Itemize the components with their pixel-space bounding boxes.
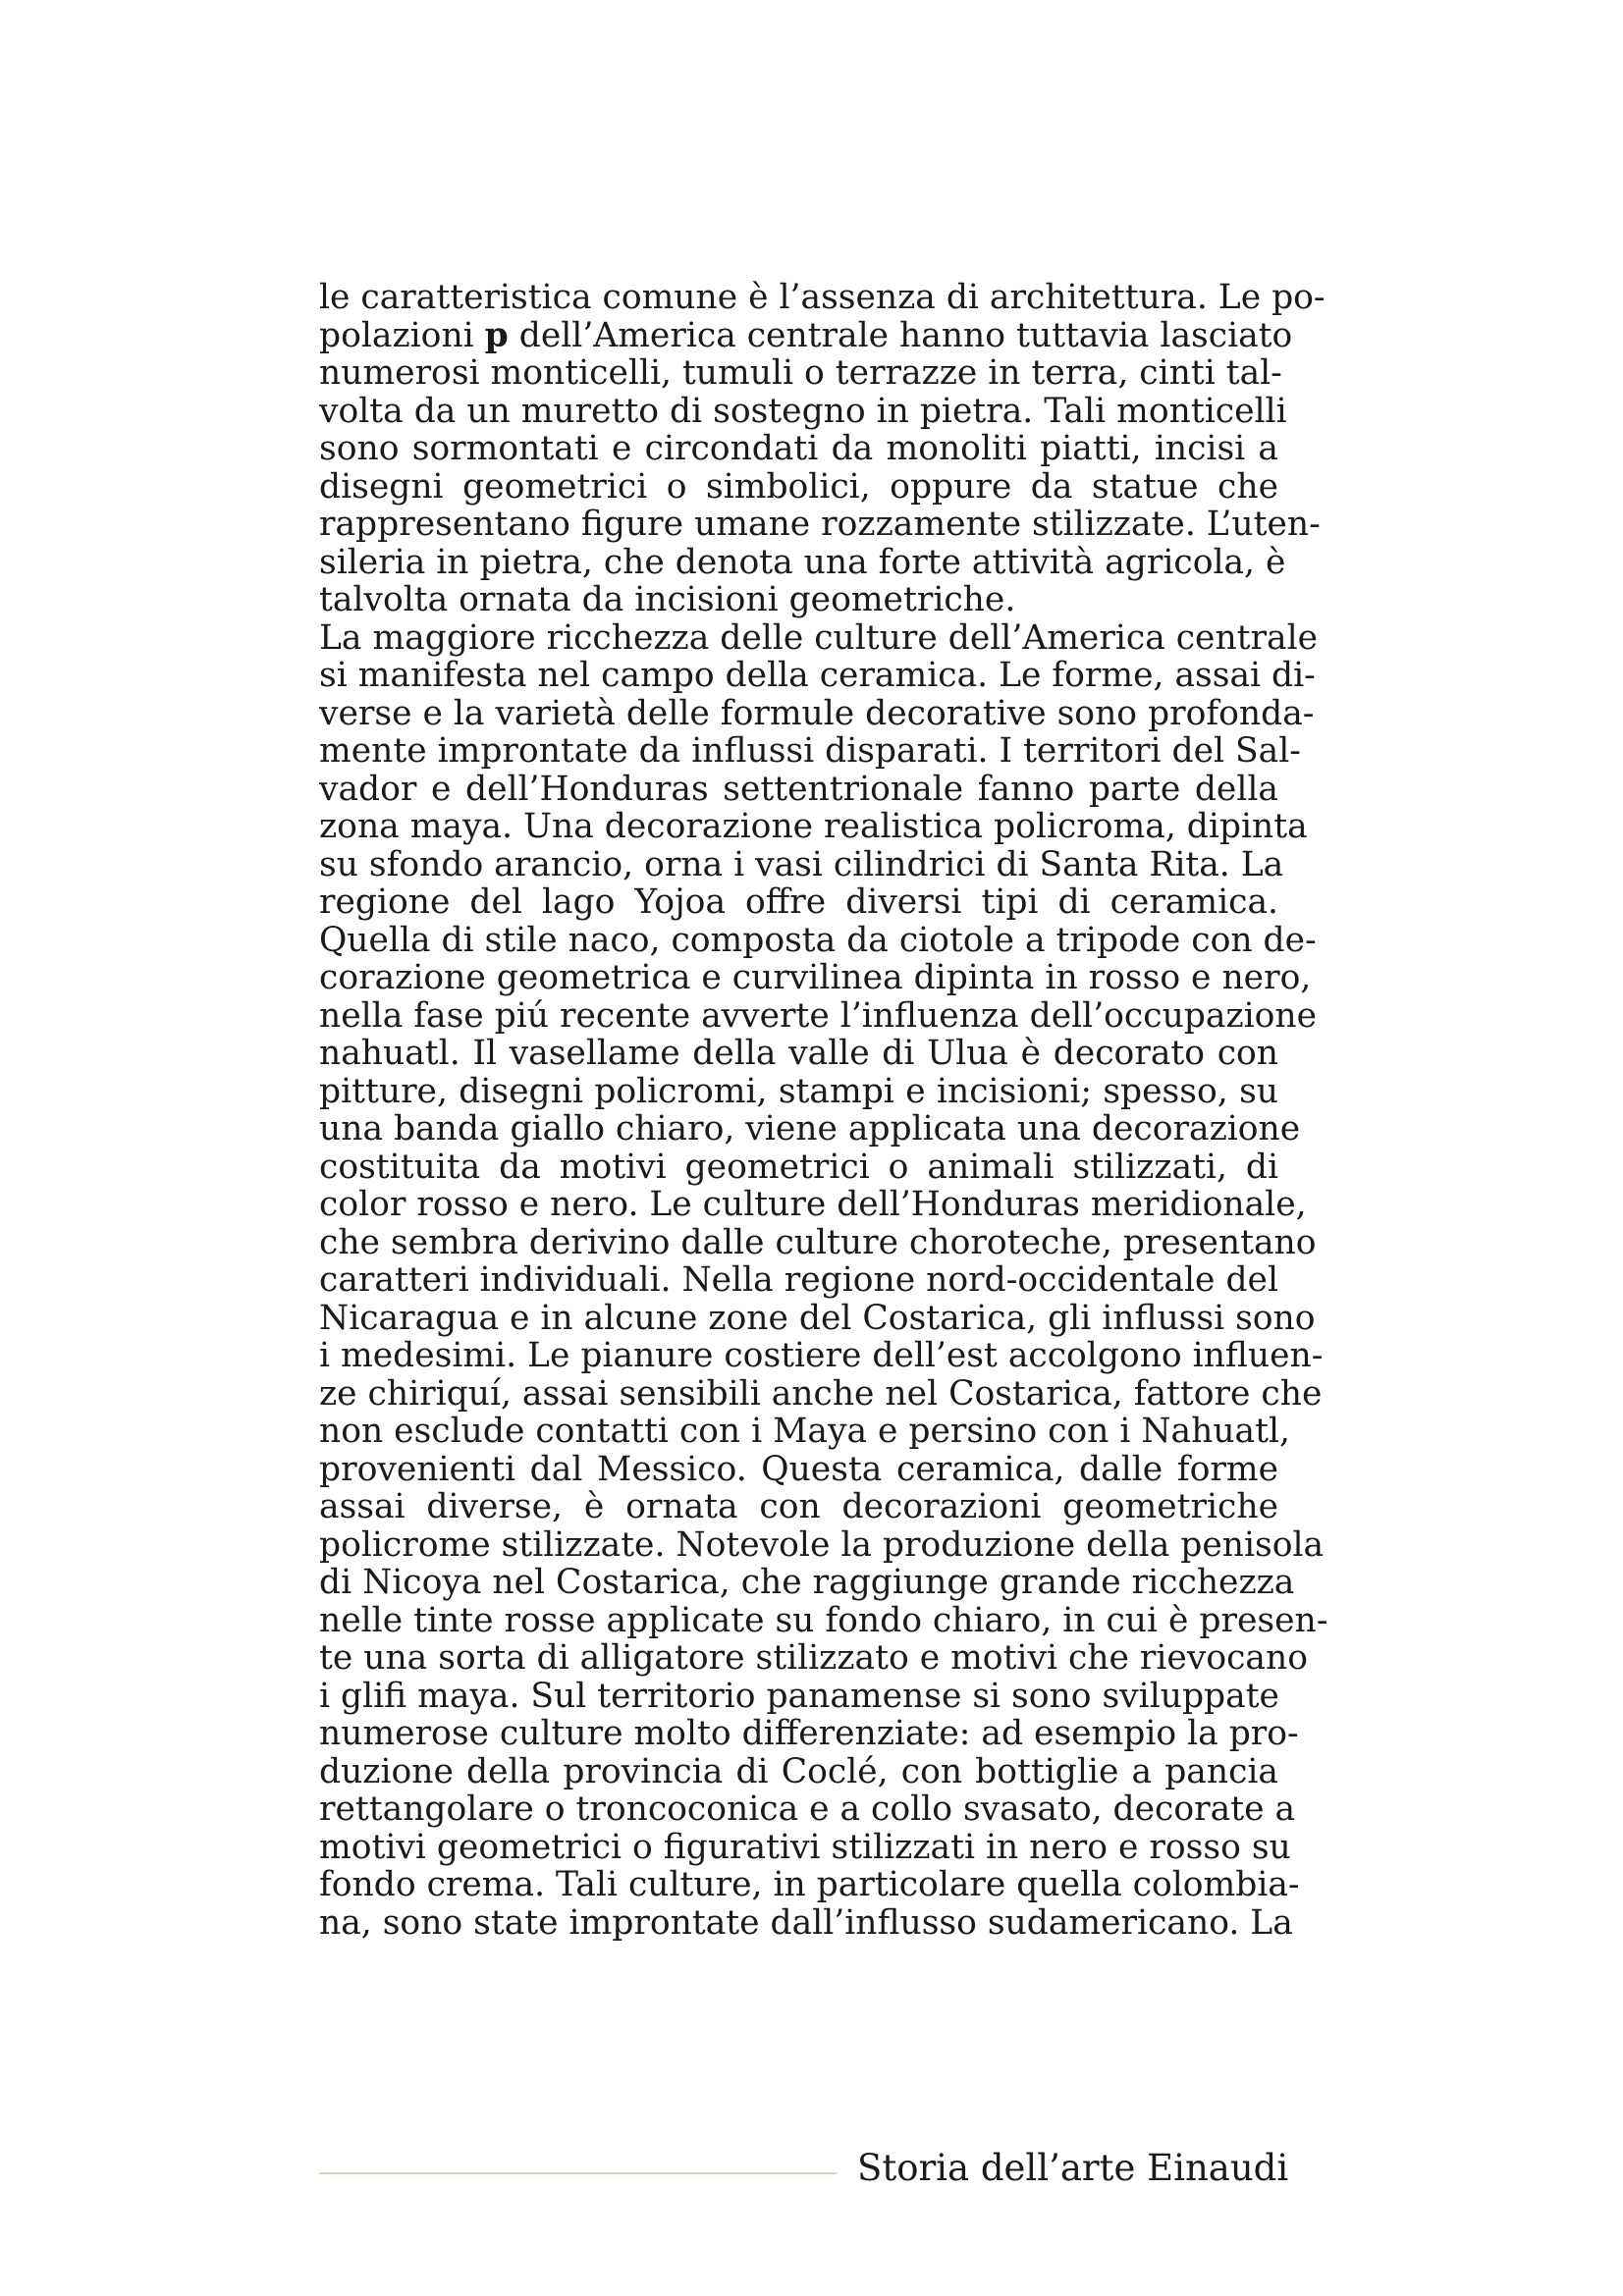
text-line: assai diverse, è ornata con decorazioni geometriche — [319, 1487, 1278, 1526]
text-line: numerosi monticelli, tumuli o terrazze in terra, cinti tal- — [319, 353, 1282, 393]
text-line: nelle tinte rosse applicate su fondo chiaro, in cui è presen- — [319, 1600, 1328, 1640]
text-line: color rosso e nero. Le culture dell’Honduras meridionale, — [319, 1185, 1307, 1224]
text-line: una banda giallo chiaro, viene applicata una decorazione — [319, 1109, 1301, 1148]
text-line: sono sormontati e circondati da monoliti piatti, incisi a — [319, 429, 1278, 468]
text-line: fondo crema. Tali culture, in particolare quella colombia- — [319, 1865, 1300, 1904]
text-line: caratteri individuali. Nella regione nord-occidentale del — [319, 1260, 1278, 1300]
text-line: disegni geometrici o simbolici, oppure da statue che — [319, 466, 1278, 507]
text-line: duzione della provincia di Coclé, con bottiglie a pancia — [319, 1751, 1278, 1791]
text-line: vador e dell’Honduras settentrionale fanno parte della — [319, 769, 1278, 809]
text-line: mente improntate da influssi disparati. I territori del Sal- — [319, 731, 1301, 771]
text-line: si manifesta nel campo della ceramica. Le forme, assai di- — [319, 656, 1316, 695]
text-line: rettangolare o troncoconica e a collo svasato, decorate a — [319, 1789, 1296, 1829]
footer-title: Storia dell’arte Einaudi — [857, 2147, 1289, 2189]
text-line: provenienti dal Messico. Questa ceramica, dalle forme — [319, 1449, 1278, 1489]
text-line: che sembra derivino dalle culture choroteche, presentano — [319, 1222, 1317, 1262]
text-line: costituita da motivi geometrici o animali stilizzati, di — [319, 1147, 1278, 1187]
text-line: verse e la varietà delle formule decorative sono profonda- — [319, 693, 1315, 733]
text-line: Nicaragua e in alcune zone del Costarica, gli influssi sono — [319, 1298, 1316, 1338]
text-line: su sfondo arancio, orna i vasi cilindrici di Santa Rita. La — [319, 844, 1284, 884]
text-line: i medesimi. Le pianure costiere dell’est accolgono influen- — [319, 1336, 1324, 1375]
text-line: numerose culture molto differenziate: ad esempio la pro- — [319, 1714, 1299, 1753]
text-line: non esclude contatti con i Maya e persino con i Nahuatl, — [319, 1412, 1290, 1451]
text-line: le caratteristica comune è l’assenza di architettura. Le po- — [319, 278, 1325, 317]
text-line: motivi geometrici o figurativi stilizzati in nero e rosso su — [319, 1827, 1291, 1867]
text-line: policrome stilizzate. Notevole la produzione della penisola — [319, 1524, 1325, 1565]
bold-letter: p — [484, 315, 509, 355]
text-line: sileria in pietra, che denota una forte attività agricola, è — [319, 542, 1286, 582]
footer-rule — [319, 2172, 838, 2174]
text-line: nahuatl. Il vasellame della valle di Ulua è decorato con — [319, 1034, 1278, 1073]
text-line: nella fase piú recente avverte l’influenza dell’occupazione — [319, 995, 1318, 1036]
text-line: pitture, disegni policromi, stampi e incisioni; spesso, su — [319, 1071, 1278, 1111]
text-line: ze chiriquí, assai sensibili anche nel Costarica, fattore che — [319, 1373, 1323, 1414]
text-line: te una sorta di alligatore stilizzato e motivi che rievocano — [319, 1638, 1308, 1678]
text-line: polazioni p dell’America centrale hanno tuttavia lasciato — [319, 315, 1293, 355]
text-line: regione del lago Yojoa offre diversi tipi di ceramica. — [319, 882, 1278, 922]
text-line: zona maya. Una decorazione realistica policroma, dipinta — [319, 807, 1308, 846]
text-line: di Nicoya nel Costarica, che raggiunge grande ricchezza — [319, 1563, 1295, 1602]
text-line: Quella di stile naco, composta da ciotole a tripode con de- — [319, 920, 1317, 960]
text-line: volta da un muretto di sostegno in pietra. Tali monticelli — [319, 391, 1287, 431]
text-line: talvolta ornata da incisioni geometriche. — [319, 580, 1016, 619]
text-line: i glifi maya. Sul territorio panamense si sono sviluppate — [319, 1676, 1279, 1716]
text-line: rappresentano figure umane rozzamente stilizzate. L’uten- — [319, 505, 1321, 544]
text-line: La maggiore ricchezza delle culture dell’America centrale — [319, 617, 1319, 658]
text-line: corazione geometrica e curvilinea dipinta in rosso e nero, — [319, 958, 1312, 997]
text-line: na, sono state improntate dall’influsso sudamericano. La — [319, 1902, 1293, 1943]
